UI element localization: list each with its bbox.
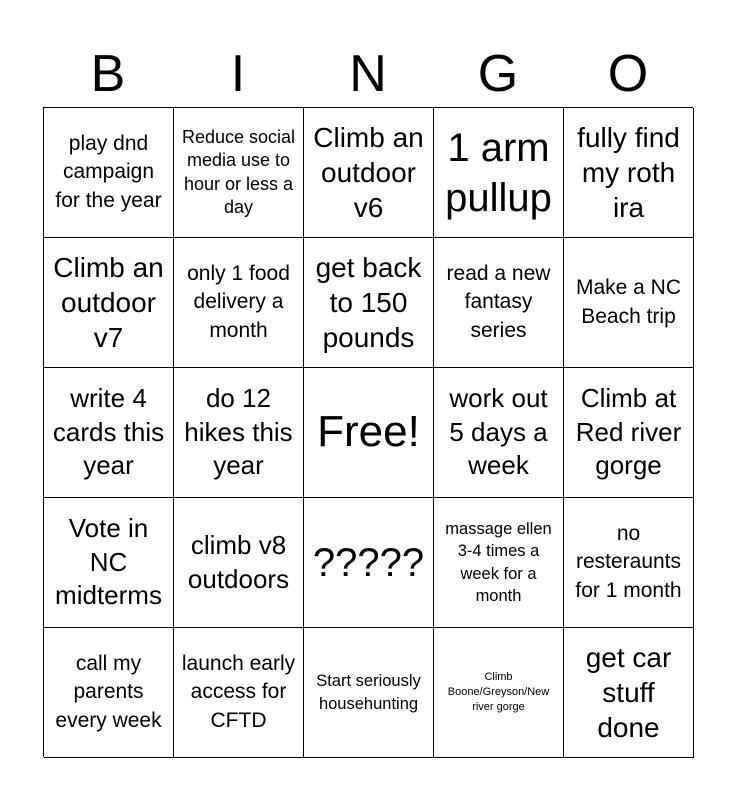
- header-letter-o: O: [607, 45, 649, 103]
- bingo-cell-r2c3[interactable]: [304, 238, 434, 368]
- bingo-cell-r3c2[interactable]: [174, 368, 304, 498]
- cell-text: Climb an outdoor v6: [313, 122, 424, 223]
- cell-text: get back to 150 pounds: [315, 252, 422, 353]
- cell-text: Make a NC Beach trip: [575, 276, 682, 328]
- cell-text: play dnd campaign for the year: [55, 131, 162, 212]
- bingo-cell-r5c3[interactable]: [304, 628, 434, 758]
- cell-text: Climb at Red river gorge: [575, 382, 682, 481]
- bingo-cell-r1c1[interactable]: [44, 108, 174, 238]
- header-letter-i: I: [230, 45, 246, 103]
- bingo-cell-r2c1[interactable]: [44, 238, 174, 368]
- header-letter-n: N: [349, 45, 387, 103]
- cell-text: call my parents every week: [55, 651, 162, 732]
- bingo-cell-r5c1[interactable]: [44, 628, 174, 758]
- header-letter-g: G: [477, 45, 519, 103]
- bingo-cell-r3c5[interactable]: [564, 368, 694, 498]
- bingo-cell-r5c5[interactable]: [564, 628, 694, 758]
- header-letter-b: B: [90, 45, 126, 103]
- cell-text: Vote in NC midterms: [55, 512, 162, 611]
- bingo-cell-r2c5[interactable]: [564, 238, 694, 368]
- bingo-cell-r1c4[interactable]: [434, 108, 564, 238]
- bingo-cell-r4c2[interactable]: [174, 498, 304, 628]
- cell-text: fully find my roth ira: [577, 122, 680, 223]
- cell-text: only 1 food delivery a month: [187, 261, 290, 342]
- bingo-cell-r1c2[interactable]: [174, 108, 304, 238]
- cell-text: 1 arm pullup: [445, 125, 552, 220]
- bingo-cell-free[interactable]: [304, 368, 434, 498]
- bingo-cell-r5c2[interactable]: [174, 628, 304, 758]
- bingo-cell-r4c1[interactable]: [44, 498, 174, 628]
- bingo-cell-r2c2[interactable]: [174, 238, 304, 368]
- cell-text: Start seriously househunting: [316, 672, 421, 713]
- bingo-header: [43, 40, 693, 108]
- bingo-cell-r3c4[interactable]: [434, 368, 564, 498]
- cell-text: do 12 hikes this year: [184, 382, 293, 481]
- cell-text: climb v8 outdoors: [187, 529, 290, 594]
- bingo-cell-r4c3[interactable]: [304, 498, 434, 628]
- bingo-board: [43, 107, 693, 757]
- bingo-cell-r3c1[interactable]: [44, 368, 174, 498]
- cell-text: get car stuff done: [585, 642, 672, 743]
- free-space-text: Free!: [317, 407, 420, 457]
- bingo-cell-r5c4[interactable]: [434, 628, 564, 758]
- bingo-cell-r4c5[interactable]: [564, 498, 694, 628]
- cell-text: launch early access for CFTD: [181, 651, 296, 732]
- cell-text: Reduce social media use to hour or less a day: [181, 126, 296, 217]
- bingo-cell-r1c5[interactable]: [564, 108, 694, 238]
- cell-text: massage ellen 3-4 times a week for a month: [445, 519, 552, 605]
- bingo-cell-r1c3[interactable]: [304, 108, 434, 238]
- bingo-cell-r4c4[interactable]: [434, 498, 564, 628]
- cell-text: ?????: [312, 540, 425, 585]
- cell-text: Climb Boone/Greyson/New river gorge: [447, 671, 550, 713]
- cell-text: work out 5 days a week: [449, 382, 548, 481]
- cell-text: read a new fantasy series: [446, 261, 551, 342]
- cell-text: Climb an outdoor v7: [53, 252, 164, 353]
- cell-text: write 4 cards this year: [52, 382, 165, 481]
- cell-text: no resteraunts for 1 month: [575, 521, 682, 602]
- bingo-cell-r2c4[interactable]: [434, 238, 564, 368]
